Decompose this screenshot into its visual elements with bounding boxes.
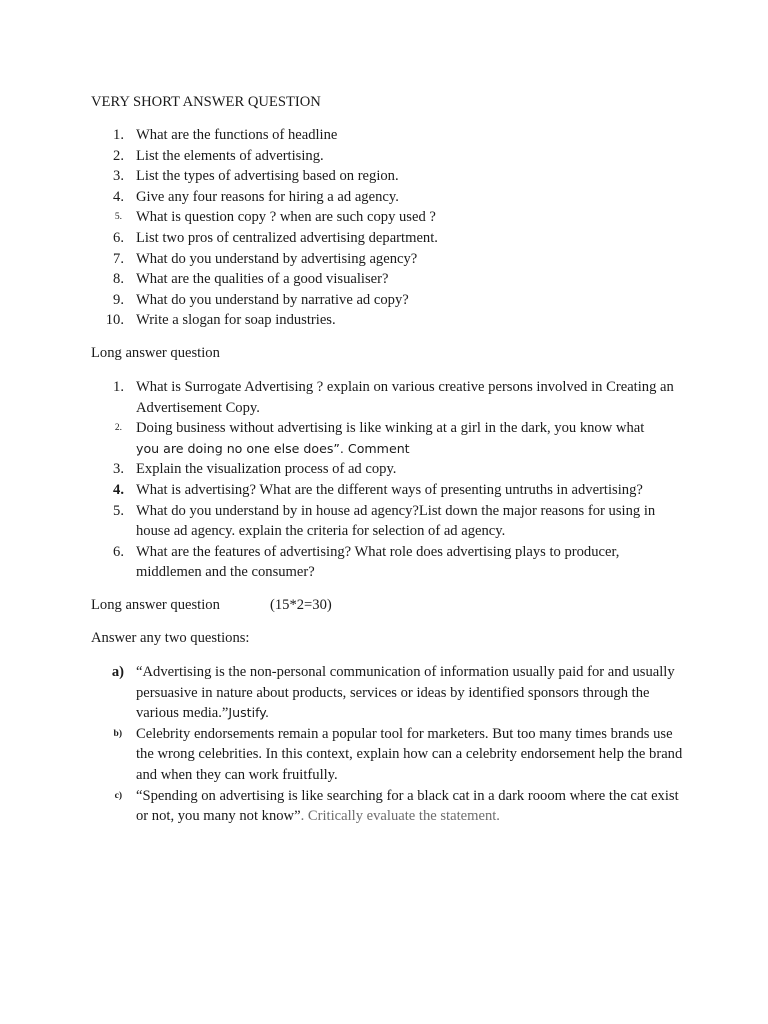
item-text: What do you understand by narrative ad copy? (136, 291, 409, 308)
item-text (136, 418, 688, 459)
item-text: What is question copy ? when are such copy used ? (136, 209, 436, 226)
item-text: What are the qualities of a good visualiser? (136, 271, 389, 288)
item-text: What is advertising? What are the different ways of presenting untruths in advertising? (136, 482, 643, 498)
item-letter: c) (114, 790, 122, 801)
item-text: List two pros of centralized advertising department. (136, 230, 438, 246)
section-heading-long-answer: Long answer question (91, 345, 220, 361)
item-number: 1. (113, 127, 124, 143)
item-number: 4. (113, 188, 124, 205)
item-text-line-2: you are doing no one else does”. Comment (136, 440, 410, 456)
item-text: What is Surrogate Advertising ? explain on various creative persons involved in Creating an Advertisement Copy. (136, 379, 674, 416)
item-text-suffix: Justify. (228, 705, 269, 721)
item-text (136, 662, 688, 724)
item-letter: a) (111, 664, 124, 680)
item-text: What are the functions of headline (136, 127, 338, 143)
item-number: 3. (113, 168, 124, 185)
item-number: 3. (113, 461, 124, 478)
item-text: List the elements of advertising. (136, 147, 324, 164)
item-number: 5. (113, 502, 124, 519)
item-text-line-1: Doing business without advertising is like winking at a girl in the dark, you know what (136, 420, 645, 437)
item-number: 7. (113, 250, 124, 267)
item-number: 8. (113, 271, 124, 288)
item-number: 2. (113, 147, 124, 164)
item-number: 6. (113, 543, 124, 560)
section-title: Long answer question (91, 597, 220, 613)
item-text-main: “Advertising is the non-personal communication of information usually paid for and usually persuasive in nature about products, services or ideas by identified sponsors through the various media.” (136, 664, 675, 722)
item-text-main: “Spending on advertising is like searching for a black cat in a dark rooom where the cat exist or not, you many not know” (136, 787, 679, 825)
item-number: 2. (114, 423, 122, 434)
item-number: 5. (114, 212, 122, 223)
item-letter: b) (113, 728, 122, 739)
item-text: Explain the visualization process of ad copy. (136, 461, 397, 478)
section-heading-very-short: VERY SHORT ANSWER QUESTION (91, 94, 321, 110)
item-number: 6. (113, 230, 124, 246)
item-text-suffix: . Critically evaluate the statement. (300, 808, 500, 825)
item-text: What do you understand by in house ad agency?List down the major reasons for using in house ad agency. explain the criteria for selection of ad agency. (136, 502, 656, 540)
item-text: Write a slogan for soap industries. (136, 312, 336, 329)
item-text: What do you understand by advertising agency? (136, 250, 418, 267)
section-heading-long-answer-2 (91, 595, 332, 615)
item-number: 4. (113, 482, 124, 498)
item-number: 9. (113, 291, 124, 308)
item-number: 10. (105, 312, 124, 329)
item-text: Celebrity endorsements remain a popular tool for marketers. But too many times brands use the wrong celebrities. In this context, explain how can a celebrity endorsement help the brand and when they can work fruitfully. (136, 725, 683, 783)
instruction: Answer any two questions: (91, 630, 250, 646)
item-text: List the types of advertising based on region. (136, 168, 399, 185)
item-text (136, 786, 688, 827)
marks: (15*2=30) (270, 597, 332, 613)
item-text: Give any four reasons for hiring a ad agency. (136, 188, 399, 205)
item-number: 1. (113, 379, 124, 395)
item-text: What are the features of advertising? What role does advertising plays to producer, middlemen and the consumer? (136, 543, 620, 581)
